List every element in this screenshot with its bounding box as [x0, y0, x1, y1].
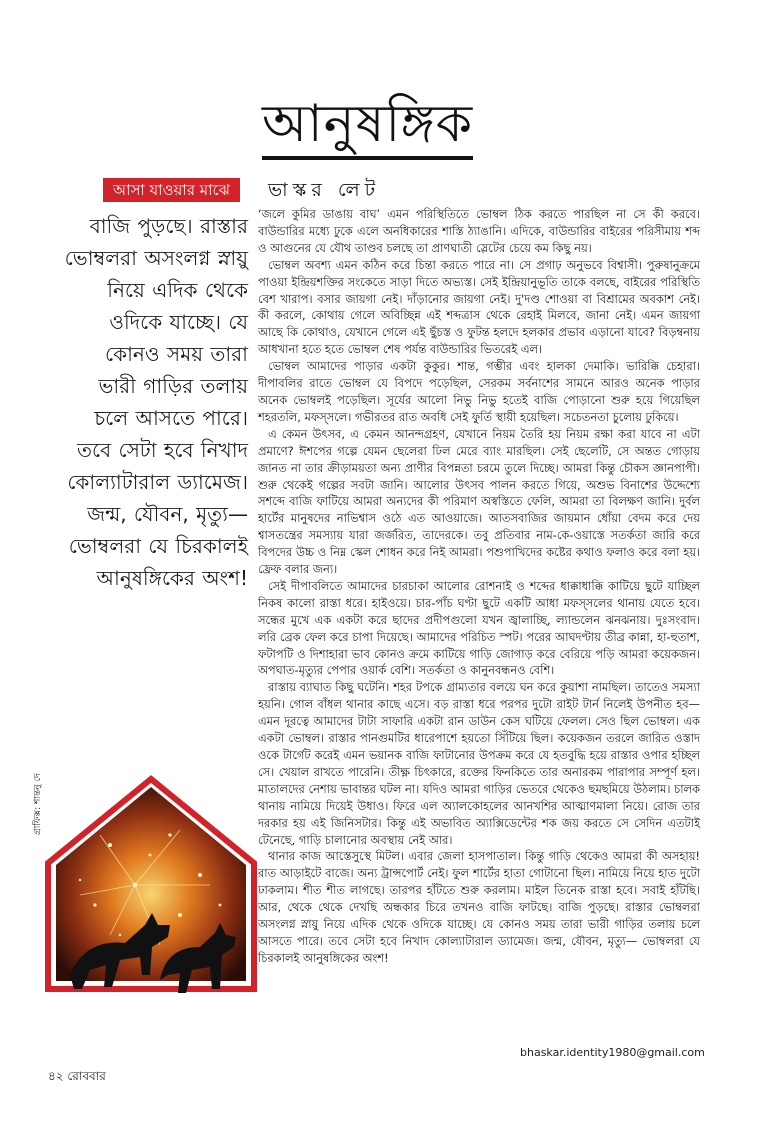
body-paragraph: ‘জলে কুমির ডাঙায় বাঘ’ এমন পরিস্থিতিতে ভোম্বল ঠিক করতে পারছিল না সে কী করবে। বাউন্ডারির মধ্যে ঢুকে এলে অনধিকারের শাস্তি ঠ্যাঙানি। এদিকে, বাউন্ডারির বাইরের পরিসীমায় শব্দ ও আগুনের যে যৌথ তাণ্ডব চলছে তা প্রাণঘাতী স্লেটের চেয়ে কম কিছু নয়। [258, 207, 700, 255]
author-email: bhaskar.identity1980@gmail.com [520, 1046, 705, 1059]
body-paragraph: ভোম্বল আমাদের পাড়ার একটা কুকুর। শান্ত, গম্ভীর এবং হালকা দেমাকি। ভারিক্কি চেহারা। দীপাবলির রাতে ভোম্বল যে বিপদে পড়েছিল, সেরকম সর্বনাশের সামনে আরও অনেক পাড়ার অনেক ভোম্বলই পড়েছিল। সূর্যের আলো নিভু নিভু হতেই বাজি পোড়ানো শুরু হয়ে গিয়েছিল শহরতলি, মফস্সলে। গভীরতর রাত অবধি সেই ফুর্তি স্থায়ী হয়েছিল। সচেতনতা চুলোয় ঢুকিয়ে। [258, 359, 700, 424]
body-paragraph: রাস্তায় ব্যাঘাত কিছু ঘটেনি। শহর টপকে গ্রাম্যতার বলয়ে ঘন করে কুয়াশা নামছিল। তাতেও সমস্যা হয়নি। গোল বাঁধল থানার কাছে এসে। বড় রাস্তা ধরে পরপর দুটো রাইট টার্ন নিলেই উপনীত হব— এমন দূরত্বে আমাদের টাটা সাফারি একটা রান ডাউন কেস ঘটিয়ে ফেলল। সেও ছিল ভোম্বল। এক একটা ভোম্বল। রাস্তার পানগুমটির ধারেপাশে হয়তো সিঁটিয়ে ছিল। কয়েকজন তরলে জারিত ওস্তাদ ওকে টার্গেট করেই এমন ভয়ানক বাজি ফাটানোর উপক্রম করে যে হতবুদ্ধি হয়ে রাস্তার ওপার হচ্ছিল সে। খেয়াল রাখতে পারেনি। তীক্ষ্ণ চিৎকারে, রক্তের ফিনকিতে তার অনারকম পারাপার সম্পূর্ণ হল। মাতালদের নেশায় ভাবান্তর ঘটল না। যদিও আমরা গাড়ির ভেতরে থেকেও ছমছমিয়ে উঠলাম। চালক থানায় নামিয়ে দিয়েই উধাও। ফিরে এল অ্যালকোহলের আনখশির আত্মাণমালা নিয়ে। রোজ তার দরকার হয় এই জিনিসটার। কিন্তু এই অভাবিত অ্যাক্সিডেন্টের শক জয় করতে সে সেদিন এতটাই টেনেছে, গাড়ি চালানোর অবস্থায় নেই আর। [258, 680, 700, 847]
house-fireworks-illustration [40, 775, 262, 1005]
article-body [258, 206, 700, 967]
article-title: আনুষঙ্গিক [262, 92, 473, 160]
body-paragraph: সেই দীপাবলিতে আমাদের চারচাকা আলোর রোশনাই ও শব্দের ধাক্কাধাক্কি কাটিয়ে ছুটে যাচ্ছিল নিকষ কালো রাস্তা ধরে। হাইওয়ে। চার-পাঁচ ঘণ্টা ছুটে একটি আধা মফস্সলের থানায় যেতে হবে। সন্ধের মুখে এক একটা করে ছাদের প্রদীপগুলো যখন জ্বালাচ্ছি, ল্যান্ডলেন ঝনঝনায়। দুঃসংবাদ। লরি ব্রেক ফেল করে চাপা দিয়েছে। আমাদের পরিচিত স্পট। পরের আঘদণ্টায় তীব্র কান্না, হা-হুতাশ, ফটাপটি ও দিশাহারা ভাব কোনও ক্রমে কাটিয়ে গাড়ি জোগাড় করে বেরিয়ে পড়ি আমরা কয়েকজন। অপঘাত-মৃত্যুর পেপার ওয়ার্ক বেশি। সতর্কতা ও কানুনবন্ধনও বেশি। [258, 578, 700, 678]
body-paragraph: ভোম্বল অবশ্য এমন কঠিন করে চিন্তা করতে পারে না। সে প্রগাঢ় অনুভবে বিশ্বাসী। পুরুষানুক্রমে পাওয়া ইন্দ্রিয়শক্তির সংকেতে সাড়া দিতে অভ্যস্ত। সেই ইন্দ্রিয়ানুভূতি তাকে বলছে, বাইরের পরিস্থিতি বেশ খারাপ। বসার জায়গা নেই। দাঁড়ানোর জায়গা নেই। দু'দণ্ড শোওয়া বা বিশ্রামের অবকাশ নেই। কী করলে, কোথায় গেলে অবিচ্ছিন্ন এই শব্দত্রাস থেকে রেহাই মিলবে, জানা নেই। এমন জায়গা আছে কি কোথাও, যেখানে গেলে এই ছুঁচস্ত ও ফুটন্ত হলদে হলকার প্রভাব এড়ানো যাবে? বিড়ম্বনায় আধখানা হতে হতে ভোম্বল শেষ পর্যন্ত বাউন্ডারির ভিতরেই এল। [258, 257, 700, 357]
pull-quote: বাজি পুড়ছে। রাস্তার ভোম্বলরা অসংলগ্ন স্নায়ু নিয়ে এদিক থেকে ওদিকে যাচ্ছে। যে কোনও সময় তারা ভারী গাড়ির তলায় চলে আসতে পারে। তবে সেটা হবে নিখাদ কোল্যাটারাল ড্যামেজ। জন্ম, যৌবন, মৃত্যু— ভোম্বলরা যে চিরকালই আনুষঙ্গিকের অংশ! [64, 214, 248, 590]
section-tag: আসা যাওয়ার মাঝে [103, 178, 240, 202]
illustration-credit: গ্রাফিক্স: শান্তনু দে [33, 773, 43, 835]
page-folio: ৪২ রোববার [48, 1069, 106, 1083]
body-paragraph: থানার কাজ আস্তেসুস্থে মিটল। এবার জেলা হাসপাতাল। কিন্তু গাড়ি থেকেও আমরা কী অসহায়! রাত আড়াইটে বাজে। অন্য ট্রান্সপোর্ট নেই। ফুল শার্টের হাতা গোটানো ছিল। নামিয়ে নিয়ে হাত দুটো ঢাকলাম। শীত শীত লাগছে। তারপর হাঁটতে শুরু করলাম। মাইল তিনেক রাস্তা হবে। সবাই হাঁটছি। আর, থেকে থেকে দেখছি অন্ধকার চিরে তখনও বাজি ফাটছে। বাজি পুড়ছে। রাস্তার ভোম্বলরা অসংলগ্ন স্নায়ু নিয়ে এদিক থেকে ওদিকে যাচ্ছে। যে কোনও সময় তারা ভারী গাড়ির তলায় চলে আসতে পারে। তবে সেটা হবে নিখাদ কোল্যাটারাল ড্যামেজ। জন্ম, যৌবন, মৃত্যু— ভোম্বলরা যে চিরকালই আনুষঙ্গিকের অংশ! [258, 849, 700, 965]
author-byline: ভাস্কর লেট [268, 179, 381, 201]
body-paragraph: এ কেমন উৎসব, এ কেমন আনন্দগ্রহণ, যেখানে নিয়ম তৈরি হয় নিয়ম রক্ষা করা যাবে না এটা প্রমাণে? ঈশপের গল্পে যেমন ছেলেরা ঢিল মেরে ব্যাং মারছিল। সেই ছেলেটি, সে অন্তত গোড়ায় জানত না তার ক্রীড়াময়তা অন্য প্রাণীর বিপন্নতা চরমে তুলে দিচ্ছে। আমরা কিন্তু চৌকস জ্ঞানপাপী। শুরু থেকেই গল্পের সবটা জানি। আলোর উৎসব পালন করতে গিয়ে, অশুভ বিনাশের উদ্দেশ্যে সশব্দে বাজি ফাটিয়ে আমরা অন্যদের কী পরিমাণ অস্বস্তিতে ফেলি, আমরা তা বিলক্ষণ জানি। দুর্বল হার্টের মানুষদের নাভিশ্বাস ওঠে এত আওয়াজে। আতসবাজির জায়মান ধোঁয়া বেদম করে দেয় শ্বাসতন্ত্রের সমস্যায় যারা জর্জরিত, তাদেরকে। তবু প্রতিবার নাম-কে-ওয়াস্তে সতর্কতা জারি করে বিপদের উচ্চ ও নিম্ন স্কেল শোধন করে নিই আমরা। পশুপাখিদের কষ্টের কথাও ফলাও করে বলা হয়। ফ্রেফ বলার জন্য। [258, 426, 700, 577]
